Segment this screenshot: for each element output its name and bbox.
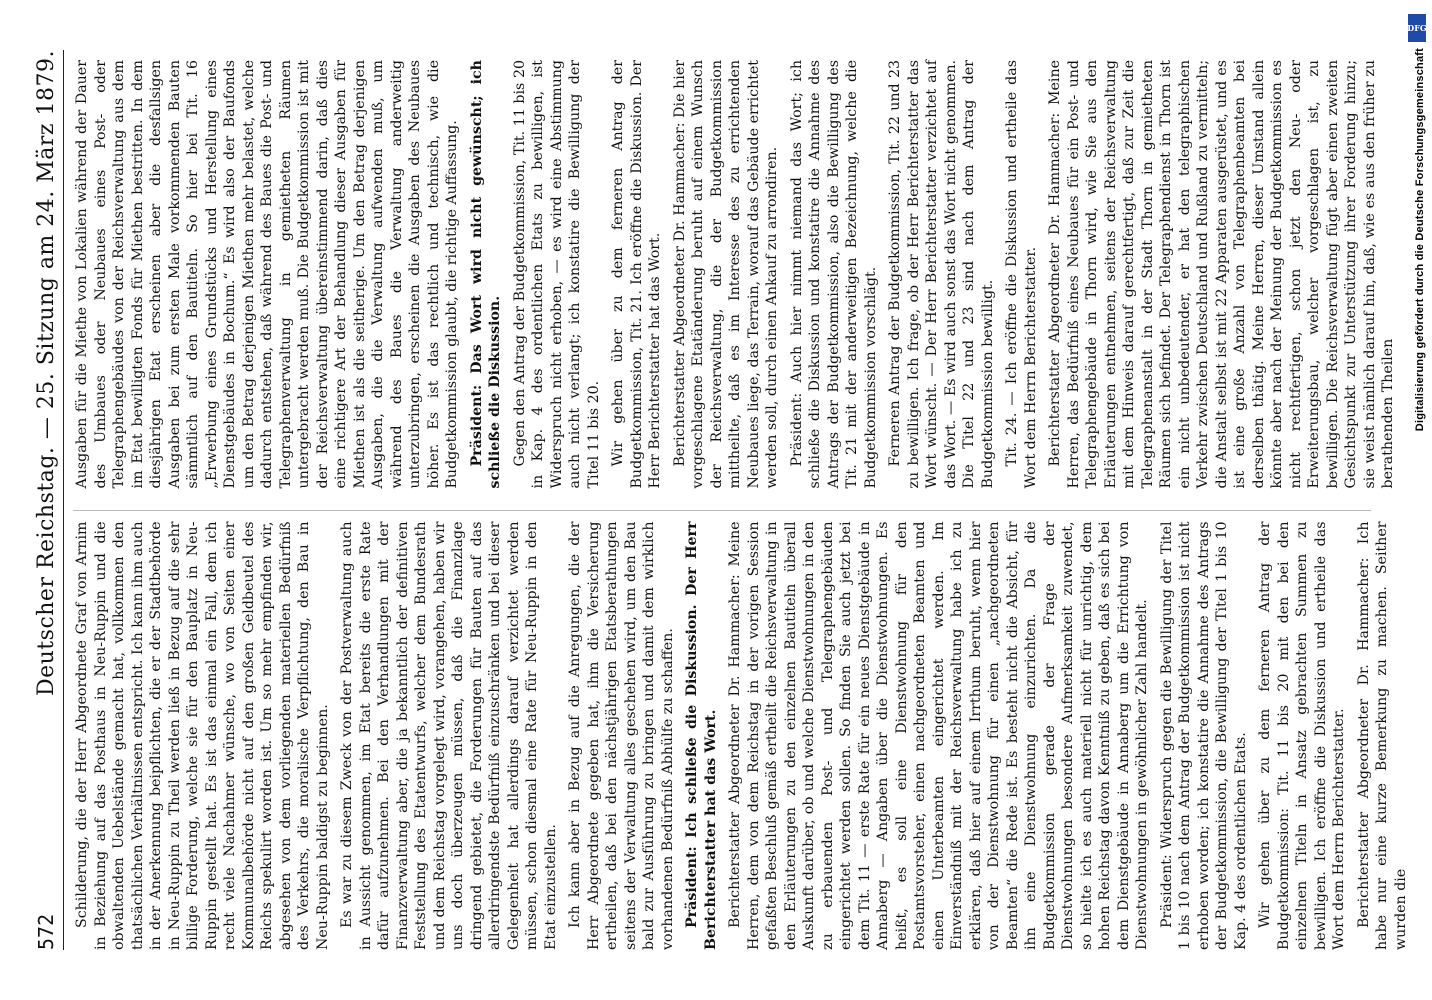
paragraph: Präsident: Widerspruch gegen die Bewilligung der Titel 1 bis 10 nach dem Antrag der Budgetkommission ist nicht erhoben worden; ich konstatire die Annahme des Antrags der Budgetkommission, die Bewilligung der Titel 1 bis 10 Kap. 4 des ordentlichen Etats. [1158, 521, 1249, 950]
dfg-logo-icon: DFG [1408, 14, 1426, 42]
paragraph: Wir gehen über zu dem ferneren Antrag der Budgetkommission, Tit. 21. Ich eröffne die Diskussion. Der Herr Berichterstatter hat das Wort. [610, 60, 663, 489]
paragraph: Präsident: Auch hier nimmt niemand das Wort; ich schließe die Diskussion und konstatire die Annahme des Antrags der Budgetkommission, also die Bewilligung des Tit. 21 mit der anderweitigen Bezeichnung, welche die Budgetkommission vorschlägt. [788, 60, 879, 489]
text-columns [73, 50, 1409, 950]
paragraph: Wir gehen über zu dem ferneren Antrag der Budgetkommission: Tit. 11 bis 20 mit den bei den einzelnen Titeln in Ansatz gebrachten Summen zu bewilligen. Ich eröffne die Diskussion und ertheile das Wort dem Herrn Berichterstatter. [1257, 521, 1347, 950]
column-left [73, 511, 1409, 951]
page-header [29, 50, 64, 950]
paragraph: Berichterstatter Abgeordneter Dr. Hammacher: Ich habe nur eine kurze Bemerkung zu machen. Seither wurden die [1355, 521, 1409, 950]
paragraph: Ich kann aber in Bezug auf die Anregungen, die der Herr Abgeordnete gegeben hat, ihm die Versicherung ertheilen, daß bei den nächstjährigen Etatsberathungen seitens der Verwaltung alles geschehen wird, um den Bau bald zur Ausführung zu bringen und damit dem wirklich vorhandenen Bedürfniß Abhülfe zu schaffen. [567, 521, 676, 950]
running-title: Deutscher Reichstag. — 25. Sitzung am 24. März 1879. [33, 50, 59, 697]
paragraph: Ferneren Antrag der Budgetkommission, Tit. 22 und 23 zu bewilligen. Ich frage, ob der Herr Berichterstatter das Wort wünscht. — Der Herr Berichterstatter verzichtet auf das Wort. — Es wird auch sonst das Wort nicht genommen. Die Titel 22 und 23 sind nach dem Antrag der Budgetkommission bewilligt. [887, 60, 996, 489]
column-right [73, 50, 1396, 489]
paragraph: Berichterstatter Abgeordneter Dr. Hammacher: Meine Herren, dem von dem Reichstag in der vorigen Session gefaßten Beschluß gemäß ertheilt die Reichsverwaltung in den Erläuterungen zu den einzelnen Bautiteln überall Auskunft darüber, ob und welche Dienstwohnungen in den zu erbauenden Post- und Telegraphengebäuden eingerichtet werden sollen. So finden Sie auch jetzt bei dem Tit. 11 — erste Rate für ein neues Dienstgebäude in Annaberg — Angaben über die Dienstwohnungen. Es heißt, es soll eine Dienstwohnung für den Postamtsvorsteher, einen nachgeordneten Beamten und einen Unterbeamten eingerichtet werden. Im Einverständniß mit der Reichsverwaltung habe ich zu erklären, daß hier auf einem Irrthum beruht, wenn hier von der Dienstwohnung für einen „nachgeordneten Beamten“ die Rede ist. Es besteht nicht die Absicht, für ihn eine Dienstwohnung einzurichten. Da die Budgetkommission gerade der Frage der Dienstwohnungen besondere Aufmerksamkeit zuwendet, so hielte ich es auch materiell nicht für unrichtig, dem hohen Reichstag davon Kenntniß zu geben, daß es sich bei dem Dienstgebäude in Annaberg um die Errichtung von Dienstwohnungen in gewöhnlicher Zahl handelt. [727, 521, 1150, 950]
paragraph: Präsident: Ich schließe die Diskussion. Der Herr Berichterstatter hat das Wort. [684, 521, 719, 950]
paragraph: Ausgaben für die Miethe von Lokalien während der Dauer des Umbaues oder Neubaues eines Post- oder Telegraphengebäudes von der Reichsverwaltung aus dem im Etat bewilligten Fonds für Miethen bestritten. In dem diesjährigen Etat erscheinen aber die desfallsigen Ausgaben bei zum ersten Male vorkommenden Bauten sämmtlich auf den Bautiteln. So hier bei Tit. 16 „Erwerbung eines Grundstücks und Herstellung eines Dienstgebäudes in Bochum.“ Es wird also der Baufonds um den Betrag derjenigen Miethen mehr belastet, welche dadurch entstehen, daß während des Baues die Post- und Telegraphenverwaltung in gemietheten Räumen untergebracht werden muß. Die Budgetkommission ist mit der Reichsverwaltung übereinstimmend darin, daß dies eine richtigere Art der Behandlung dieser Ausgaben für Miethen ist als die seitherige. Um den Betrag derjenigen Ausgaben, die die Verwaltung aufwenden muß, um während des Baues die Verwaltung anderweitig unterzubringen, erscheinen die Ausgaben des Neubaues höher. Es ist das rechtlich und technisch, wie die Budgetkommission glaubt, die richtige Auffassung. [74, 60, 460, 489]
paragraph: Es war zu diesem Zweck von der Postverwaltung auch in Aussicht genommen, im Etat bereits die erste Rate dafür aufzunehmen. Bei den Verhandlungen mit der Finanzverwaltung aber, die ja bekanntlich der definitiven Feststellung des Etatentwurfs, welcher dem Bundesrath und dem Reichstag vorgelegt wird, vorangehen, haben wir uns doch überzeugen müssen, daß die Finanzlage dringend gebietet, die Forderungen für Bauten auf das allerdringendste Bedürfniß einzuschränken und bei dieser Gelegenheit hat allerdings darauf verzichtet werden müssen, schon diesmal eine Rate für Neu-Ruppin in den Etat einzustellen. [339, 521, 559, 950]
paragraph: Schilderung, die der Herr Abgeordnete Graf von Arnim in Beziehung auf das Posthaus in Neu-Ruppin und die obwaltenden Uebelstände gemacht hat, vollkommen den thatsächlichen Verhältnissen entspricht. Ich kann ihm auch in der Anerkennung beipflichten, die er der Stadtbehörde in Neu-Ruppin zu Theil werden ließ in Bezug auf die sehr billige Forderung, welche sie für den Bauplatz in Neu-Ruppin gestellt hat. Es ist das einmal ein Fall, dem ich recht viele Nachahmer wünsche, wo von Seiten einer Kommunalbehörde nicht auf den großen Geldbeutel des Reichs spekulirt worden ist. Um so mehr empfinden wir, abgesehen von dem vorliegenden materiellen Bedürfniß des Verkehrs, die moralische Verpflichtung, den Bau in Neu-Ruppin baldigst zu beginnen. [74, 521, 331, 950]
page-number: 572 [34, 913, 58, 950]
rotated-page [21, 10, 1411, 990]
paragraph: Berichterstatter Abgeordneter Dr. Hammacher: Meine Herren, das Bedürfniß eines Neubaues für ein Post- und Telegraphengebäude in Thorn wird, wie Sie aus den Erläuterungen entnehmen, seitens der Reichsverwaltung mit dem Hinweis darauf gerechtfertigt, daß zur Zeit die Telegraphenanstalt in der Stadt Thorn in gemietheten Räumen sich befindet. Der Telegraphendienst in Thorn ist ein nicht unbedeutender, er hat den telegraphischen Verkehr zwischen Deutschland und Rußland zu vermitteln; die Anstalt selbst ist mit 22 Apparaten ausgerüstet, und es ist eine große Anzahl von Telegraphenbeamten bei derselben thätig. Meine Herren, dieser Umstand allein könnte aber nach der Meinung der Budgetkommission es nicht rechtfertigen, schon jetzt den Neu- oder Erweiterungsbau, welcher vorgeschlagen ist, zu bewilligen. Die Reichsverwaltung fügt aber einen zweiten Gesichtspunkt zur Unterstützung ihrer Forderung hinzu; sie weist nämlich darauf hin, daß, wie es aus den früher zu berathenden Theilen [1047, 60, 1396, 489]
paragraph: Präsident: Das Wort wird nicht gewünscht; ich schließe die Diskussion. [468, 60, 503, 489]
paragraph: Gegen den Antrag der Budgetkommission, Tit. 11 bis 20 in Kap. 4 des ordentlichen Etats zu bewilligen, ist Widerspruch nicht erhoben, — es wird eine Abstimmung auch nicht verlangt; ich konstatire die Bewilligung der Titel 11 bis 20. [511, 60, 602, 489]
side-credit-text: Digitalisierung gefördert durch die Deutsche Forschungsgemeinschaft [1414, 48, 1426, 432]
paragraph: Tit. 24. — Ich eröffne die Diskussion und ertheile das Wort dem Herrn Berichterstatter. [1004, 60, 1039, 489]
paragraph: Berichterstatter Abgeordneter Dr. Hammacher: Die hier vorgeschlagene Etatänderung beruht auf einem Wunsch der Reichsverwaltung, die der Budgetkommission mittheilte, daß es im Interesse des zu errichtenden Neubaues liege, das Terrain, worauf das Gebäude errichtet werden soll, durch einen Ankauf zu arrondiren. [671, 60, 780, 489]
side-credit [1408, 8, 1426, 992]
